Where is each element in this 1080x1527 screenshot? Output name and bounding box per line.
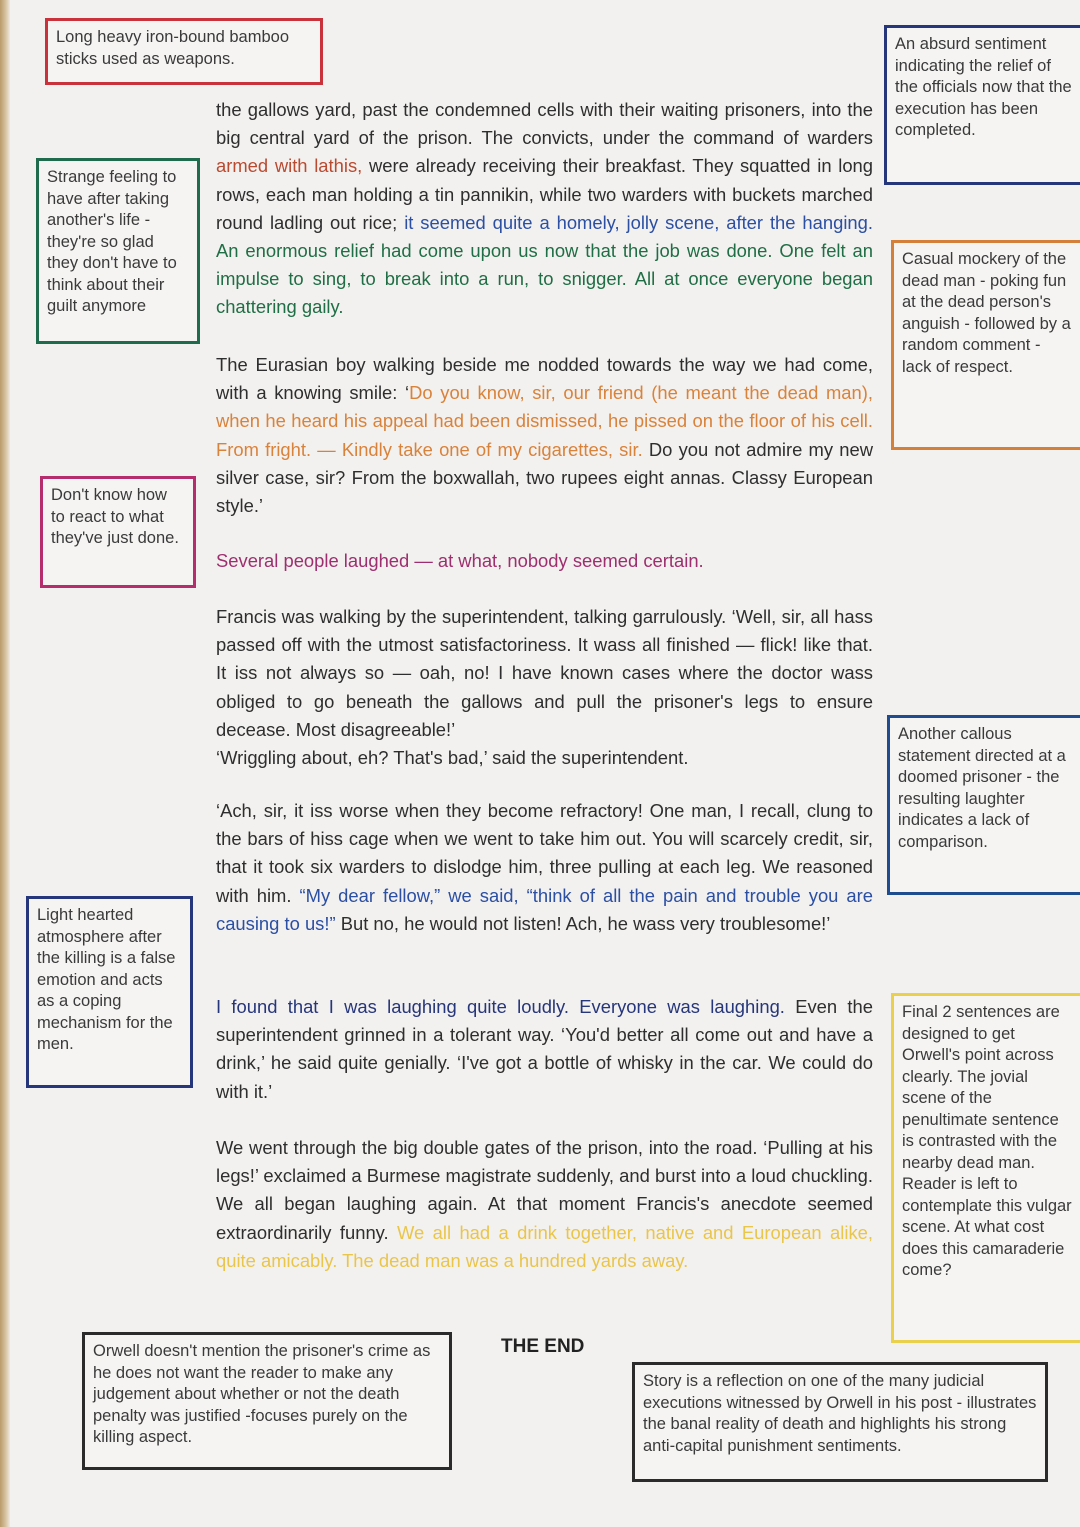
- p1-highlight-green: An enormous relief had come upon us now that the job was done. One felt an impulse to sing, to break into a run, to snigger. All at once everyone began chattering gaily.: [216, 240, 873, 318]
- p8-highlight-yellow: We all had a drink together, native and European alike, quite amicably. The dead man was a hundred yards away.: [216, 1221, 873, 1271]
- annotation-callous-text: Another callous statement directed at a doomed prisoner - the resulting laughter indicates a lack of comparison.: [898, 725, 1066, 851]
- p1-highlight-blue: it seemed quite a homely, jolly scene, after the hanging.: [404, 211, 873, 233]
- p1-text-b: were already receiving their breakfast. They squatted in long rows, each man holding a tin pannikin, while two warders with buckets marched round ladling out rice;: [216, 155, 874, 233]
- p1-text-a: the gallows yard, past the condemned cells with their waiting prisoners, into the big central yard of the prison. The convicts, under the command of warders: [216, 99, 873, 149]
- p6-text-b: But no, he would not listen! Ach, he wass very troublesome!’: [335, 912, 831, 934]
- p2-highlight-orange: Do you know, sir, our friend (he meant the dead man), when he heard his appeal had been dismissed, he pissed on the floor of his cell. From fright. — Kindly take one of my cigarettes, sir.: [216, 382, 873, 460]
- paragraph-3: [216, 547, 873, 575]
- annotation-strange-feeling: [36, 158, 200, 344]
- annotation-dont-know-text: Don't know how to react to what they've just done.: [51, 486, 179, 547]
- annotation-final: [891, 993, 1080, 1343]
- paragraph-6-block: [216, 797, 873, 938]
- annotation-final-text: Final 2 sentences are designed to get Orwell's point across clearly. The jovial scene of the penultimate sentence is contrasted with the nearby dead man. Reader is left to contemplate this vulgar scene. At what cost does this camaraderie come?: [902, 1003, 1072, 1279]
- annotation-light-hearted: [26, 896, 193, 1088]
- p1-highlight-red: armed with lathis,: [216, 155, 363, 177]
- paragraph-2-block: [216, 351, 873, 520]
- p7-highlight-navy: I found that I was laughing quite loudly. Everyone was laughing.: [216, 996, 785, 1017]
- annotation-strange-feeling-text: Strange feeling to have after taking another's life - they're so glad they don't have to think about their guilt anymore: [47, 168, 177, 315]
- paragraph-8: [216, 1134, 873, 1275]
- paragraph-5: [216, 744, 873, 772]
- p8-text-a: We went through the big double gates of the prison, into the road. ‘Pulling at his legs!’ exclaimed a Burmese magistrate suddenly, and burst into a loud chuckling. We all began laughing again. At that moment Francis's anecdote seemed extraordinarily funny.: [216, 1137, 873, 1243]
- paragraph-3-block: [216, 547, 873, 575]
- annotation-light-hearted-text: Light hearted atmosphere after the killing is a false emotion and acts as a coping mechanism for the men.: [37, 906, 176, 1053]
- paragraph-8-block: [216, 1134, 873, 1275]
- annotation-bamboo-text: Long heavy iron-bound bamboo sticks used as weapons.: [56, 28, 290, 68]
- p2-text-a: The Eurasian boy walking beside me nodded towards the way we had come, with a knowing smile: ‘: [216, 354, 873, 404]
- annotation-dont-know: [40, 476, 196, 588]
- paragraph-1: [216, 96, 873, 322]
- annotation-story: [632, 1362, 1048, 1482]
- paragraph-7: [216, 993, 873, 1106]
- the-end-heading: THE END: [501, 1336, 585, 1357]
- p6-text-a: ‘Ach, sir, it iss worse when they become refractory! One man, I recall, clung to the bars of hiss cage when we went to take him out. You will scarcely credit, sir, that it took six warders to dislodge him, three pulling at each leg. We reasoned with him.: [216, 800, 873, 906]
- annotation-absurd: [884, 25, 1080, 185]
- paragraph-6: [216, 797, 873, 938]
- paragraph-7-block: [216, 993, 873, 1106]
- annotation-callous: [887, 715, 1080, 895]
- p6-highlight-blue: “My dear fellow,” we said, “think of all the pain and trouble you are causing to us!”: [216, 884, 874, 934]
- annotation-casual-text: Casual mockery of the dead man - poking fun at the dead person's anguish - followed by a random comment - lack of respect.: [902, 250, 1071, 376]
- paragraph-4: [216, 603, 873, 744]
- main-text: [216, 96, 873, 322]
- p4-text: Francis was walking by the superintendent, talking garrulously. ‘Well, sir, all hass passed off with the utmost satisfactoriness. It wass all finished — flick! like that. It iss not always so — oah, no! I have known cases where the doctor wass obliged to go beneath the gallows and pull the prisoner's legs to ensure decease. Most disagreeable!’: [216, 606, 873, 740]
- p2-text-b: Do you not admire my new silver case, sir? From the boxwallah, two rupees eight annas. Classy European style.’: [216, 438, 873, 517]
- annotation-orwell-crime: [82, 1332, 452, 1470]
- annotation-orwell-crime-text: Orwell doesn't mention the prisoner's crime as he does not want the reader to make any judgement about whether or not the death penalty was justified -focuses purely on the killing aspect.: [93, 1342, 431, 1446]
- p5-text: ‘Wriggling about, eh? That's bad,’ said the superintendent.: [216, 747, 689, 769]
- p3-highlight-purple: Several people laughed — at what, nobody seemed certain.: [216, 550, 704, 571]
- annotation-bamboo: [45, 18, 323, 85]
- annotation-absurd-text: An absurd sentiment indicating the relief of the officials now that the execution has been completed.: [895, 35, 1072, 139]
- p7-text-b: Even the superintendent grinned in a tolerant way. ‘You'd better all come out and have a drink,’ he said quite genially. ‘I've got a bottle of whisky in the car. We could do with it.’: [216, 996, 873, 1102]
- paragraph-4-block: [216, 603, 873, 772]
- paragraph-2: [216, 351, 873, 520]
- annotation-casual: [891, 240, 1080, 450]
- paper-edge: [0, 0, 10, 1527]
- annotation-story-text: Story is a reflection on one of the many judicial executions witnessed by Orwell in his post - illustrates the banal reality of death and highlights his strong anti-capital punishment sentiments.: [643, 1372, 1037, 1455]
